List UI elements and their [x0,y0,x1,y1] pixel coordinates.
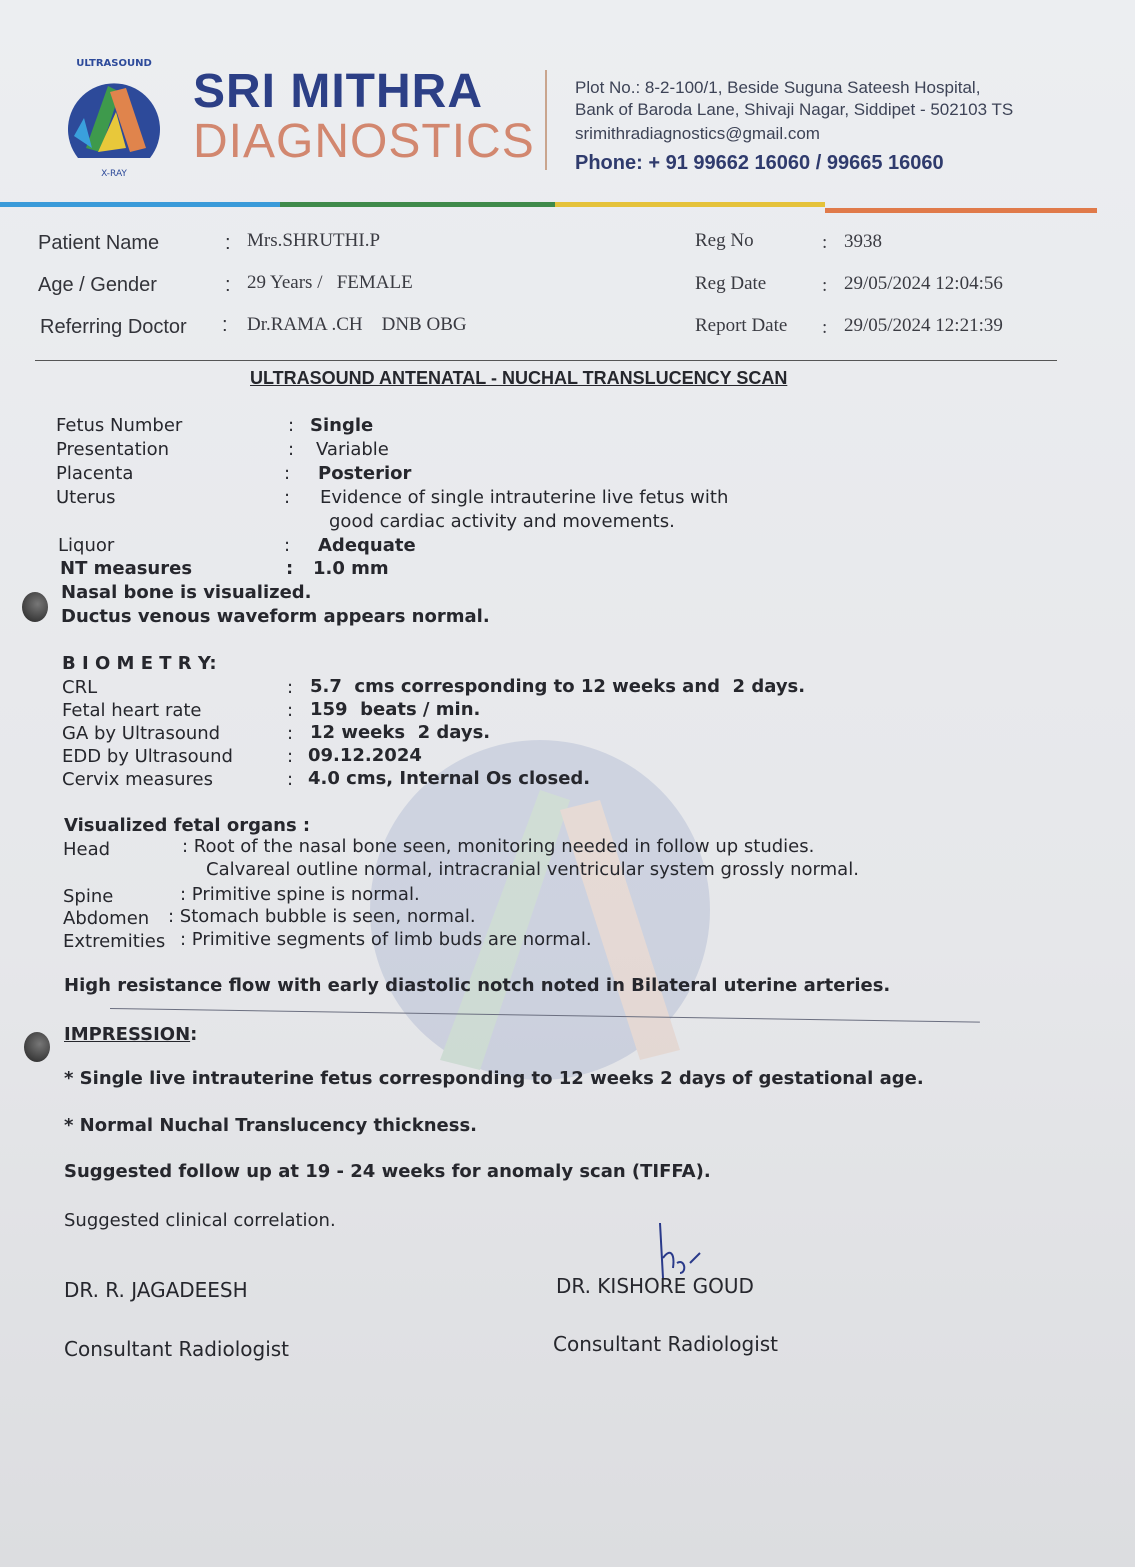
colon: : [222,314,228,336]
colon: : [225,232,231,254]
organ-value: : Primitive spine is normal. [180,884,420,905]
impression-item: * Single live intrauterine fetus corresponding to 12 weeks 2 days of gestational age. [64,1068,924,1089]
svg-text:X-RAY: X-RAY [101,169,127,179]
report-date: 29/05/2024 12:21:39 [844,315,1003,336]
address-line-2: Bank of Baroda Lane, Shivaji Nagar, Siddipet - 502103 TS [575,100,1014,119]
organ-label: Abdomen [63,908,150,929]
colon: : [822,317,828,338]
finding-value: Posterior [318,463,412,484]
color-bar-blue [0,202,280,207]
age-gender-label: Age / Gender [38,274,157,296]
finding-value: Single [310,415,374,436]
biometry-value: 4.0 cms, Internal Os closed. [308,768,591,789]
color-bar-yellow [555,202,825,207]
organ-value: : Primitive segments of limb buds are normal. [180,929,592,950]
finding-label: Fetus Number [56,415,183,436]
colon: : [225,274,231,296]
colon: : [822,275,828,296]
followup: Suggested follow up at 19 - 24 weeks for anomaly scan (TIFFA). [64,1161,711,1182]
report-date-label: Report Date [695,315,788,336]
reg-date: 29/05/2024 12:04:56 [844,273,1003,294]
colon: : [287,746,294,767]
organs-heading: Visualized fetal organs : [64,815,311,836]
biometry-label: Cervix measures [62,769,213,790]
colon: : [287,677,294,698]
impression-item: * Normal Nuchal Translucency thickness. [64,1115,477,1136]
finding-label: Presentation [56,439,170,460]
organ-value: : Stomach bubble is seen, normal. [168,906,476,927]
brand-subtitle: DIAGNOSTICS [193,115,535,168]
referring-doctor: Dr.RAMA .CH DNB OBG [247,314,467,335]
signatory-title: Consultant Radiologist [64,1337,290,1361]
report-title: ULTRASOUND ANTENATAL - NUCHAL TRANSLUCENCY SCAN [250,368,788,388]
email: srimithradiagnostics@gmail.com [575,124,820,143]
biometry-heading: B I O M E T R Y: [62,653,217,674]
patient-name-label: Patient Name [38,232,160,254]
colon: : [287,723,294,744]
colon: : [287,700,294,721]
organ-value: : Root of the nasal bone seen, monitoring needed in follow up studies. [182,836,815,857]
biometry-label: Fetal heart rate [62,700,202,721]
finding-value: Variable [316,439,389,460]
clinical-correlation: Suggested clinical correlation. [64,1210,336,1231]
colon: : [284,463,291,484]
finding-label: Liquor [58,535,115,556]
phone: Phone: + 91 99662 16060 / 99665 16060 [575,152,944,174]
colon: : [822,232,828,253]
biometry-label: EDD by Ultrasound [62,746,233,767]
biometry-value: 5.7 cms corresponding to 12 weeks and 2 days. [310,676,806,697]
punch-hole [24,1032,50,1062]
colon: : [288,439,295,460]
colon: : [287,769,294,790]
biometry-label: CRL [62,677,98,698]
biometry-value: 159 beats / min. [310,699,481,720]
header-divider [545,70,547,170]
organ-label: Spine [63,886,114,907]
reg-no-label: Reg No [695,230,754,251]
address-line-1: Plot No.: 8-2-100/1, Beside Suguna Sateesh Hospital, [575,78,981,97]
impression-heading: IMPRESSION: [64,1024,198,1045]
finding-label: Placenta [56,463,134,484]
referring-doctor-label: Referring Doctor [40,316,187,338]
divider [35,360,1057,361]
finding-value: Evidence of single intrauterine live fetus with [320,487,729,508]
reg-no: 3938 [844,231,882,252]
biometry-label: GA by Ultrasound [62,723,221,744]
biometry-value: 12 weeks 2 days. [310,722,491,743]
signatory-title: Consultant Radiologist [553,1332,779,1356]
finding-value-cont: good cardiac activity and movements. [329,511,675,532]
svg-text:ULTRASOUND: ULTRASOUND [76,58,152,69]
impression-heading-text: IMPRESSION [64,1024,191,1045]
uterine-note: High resistance flow with early diastolic notch noted in Bilateral uterine arteries. [64,975,891,996]
organ-label: Extremities [63,931,166,952]
reg-date-label: Reg Date [695,273,767,294]
logo [48,48,180,180]
organ-value-cont: Calvareal outline normal, intracranial ventricular system grossly normal. [206,859,859,880]
colon: : [284,535,291,556]
organ-label: Head [63,839,111,860]
finding-value: 1.0 mm [313,558,389,579]
finding-label: Uterus [56,487,116,508]
age-gender: 29 Years / FEMALE [247,272,413,293]
signatory-name: DR. KISHORE GOUD [556,1274,754,1298]
colon: : [288,415,295,436]
finding-label: NT measures [60,558,193,579]
biometry-value: 09.12.2024 [308,745,422,766]
color-bar-orange [825,208,1097,213]
note: Nasal bone is visualized. [61,582,312,603]
signatory-name: DR. R. JAGADEESH [64,1278,248,1302]
patient-name: Mrs.SHRUTHI.P [247,230,381,251]
punch-hole [22,592,48,622]
color-bar-green [280,202,555,207]
colon: : [286,558,294,579]
colon: : [284,487,291,508]
note: Ductus venous waveform appears normal. [61,606,490,627]
finding-value: Adequate [318,535,416,556]
brand-name: SRI MITHRA [193,65,483,118]
